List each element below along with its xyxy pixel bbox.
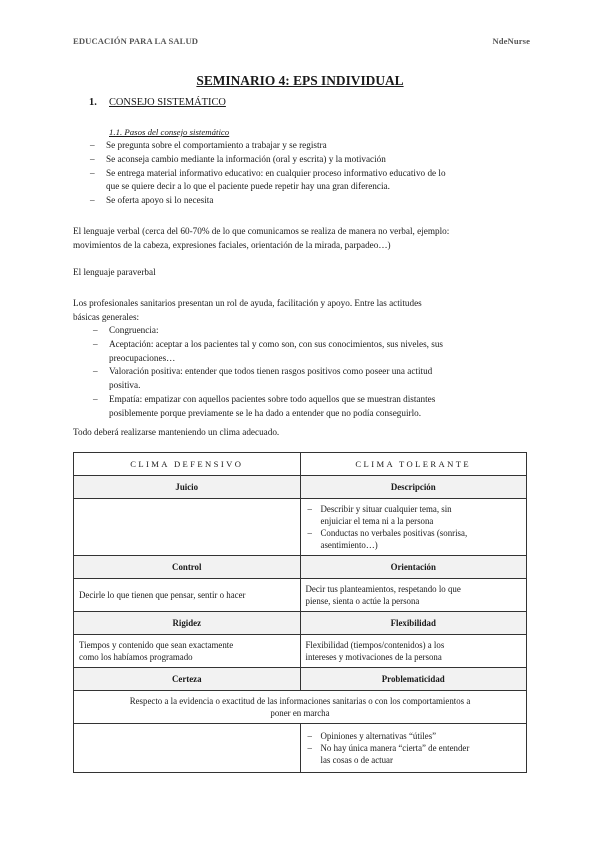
section-number: 1.: [89, 97, 97, 108]
row-header-juicio: Juicio: [74, 476, 301, 499]
table-cell-empty: [74, 499, 301, 556]
list-item: – Conductas no verbales positivas (sonrisa, asentimiento…): [307, 528, 468, 550]
table-row: [74, 691, 527, 724]
row-header-flexibilidad: Flexibilidad: [300, 612, 527, 635]
list-item: – Opiniones y alternativas “útiles”: [307, 731, 437, 741]
page-header: [73, 36, 530, 48]
table-row: [74, 668, 527, 691]
header-course: EDUCACIÓN PARA LA SALUD: [73, 36, 199, 46]
row-header-orientacion: Orientación: [300, 556, 527, 579]
table-cell-empty: [74, 724, 301, 773]
section-title: CONSEJO SISTEMÁTICO: [109, 97, 226, 108]
table-row: [74, 476, 527, 499]
list-item: – Aceptación: aceptar a los pacientes tal y como son, con sus conocimientos, sus niveles, sus preocupaciones…: [93, 338, 443, 363]
closing-sentence: Todo deberá realizarse manteniendo un clima adecuado.: [73, 427, 280, 437]
row-header-certeza: Certeza: [74, 668, 301, 691]
verbal-paragraph: El lenguaje verbal (cerca del 60-70% de lo que comunicamos se realiza de manera no verbal, ejemplo: movimientos de la cabeza, expresiones faciales, orientación de la mirada, parpadeo…): [73, 226, 450, 250]
row-header-problematicidad: Problematicidad: [300, 668, 527, 691]
profesionales-paragraph: Los profesionales sanitarios presentan un rol de ayuda, facilitación y apoyo. Entre las actitudes básicas generales:: [73, 298, 422, 322]
table-row: [74, 724, 527, 773]
table-cell-orientacion: Decir tus planteamientos, respetando lo que piense, sienta o actúe la persona: [300, 579, 527, 612]
row-header-descripcion: Descripción: [300, 476, 527, 499]
row-header-rigidez: Rigidez: [74, 612, 301, 635]
table-row: [74, 579, 527, 612]
paraverbal-paragraph: El lenguaje paraverbal: [73, 267, 156, 277]
page-title: SEMINARIO 4: EPS INDIVIDUAL: [196, 73, 404, 88]
table-row: [74, 556, 527, 579]
table-cell-rigidez: Tiempos y contenido que sean exactamente como los habíamos programado: [74, 635, 301, 668]
subsection-title: 1.1. Pasos del consejo sistemático: [109, 127, 230, 137]
table-row: [74, 453, 527, 476]
list-item: – Congruencia:: [93, 325, 159, 335]
list-item: – Se entrega material informativo educativo: en cualquier proceso informativo educativo de lo que se quiere decir a lo que el paciente puede repetir hay una gran diferencia.: [90, 167, 446, 192]
actitudes-list: [93, 324, 539, 421]
table-row: [74, 612, 527, 635]
section-heading: [89, 97, 226, 108]
table-cell-respecto: Respecto a la evidencia o exactitud de las informaciones sanitarias o con los comportamientos a poner en marcha: [74, 691, 527, 724]
list-item: – Empatía: empatizar con aquellos pacientes sobre todo aquellos que se muestran distantes posiblemente porque previamente se le ha dado a entender que no podía conseguirlo.: [93, 393, 436, 418]
clima-table: [73, 452, 527, 773]
table-cell-control: Decirle lo que tienen que pensar, sentir o hacer: [74, 579, 301, 612]
list-item: – Se pregunta sobre el comportamiento a trabajar y se registra: [90, 140, 327, 150]
col-header-tolerante: CLIMA TOLERANTE: [300, 453, 527, 476]
table-cell-descripcion: [300, 499, 527, 556]
row-header-control: Control: [74, 556, 301, 579]
header-author: NdeNurse: [492, 36, 530, 46]
list-item: – No hay única manera “cierta” de entender las cosas o de actuar: [307, 743, 470, 765]
list-item: – Se oferta apoyo si lo necesita: [90, 195, 214, 206]
list-item: – Describir y situar cualquier tema, sin enjuiciar el tema ni a la persona: [307, 504, 452, 526]
list-item: – Se aconseja cambio mediante la información (oral y escrita) y la motivación: [90, 153, 386, 164]
table-cell-flexibilidad: Flexibilidad (tiempos/contenidos) a los intereses y motivaciones de la persona: [300, 635, 527, 668]
col-header-defensivo: CLIMA DEFENSIVO: [74, 453, 301, 476]
table-cell-problematicidad: [300, 724, 527, 773]
list-item: – Valoración positiva: entender que todos tienen rasgos positivos como poseer una actitud positiva.: [93, 366, 433, 391]
table-row: [74, 499, 527, 556]
steps-list: [90, 139, 536, 208]
table-row: [74, 635, 527, 668]
